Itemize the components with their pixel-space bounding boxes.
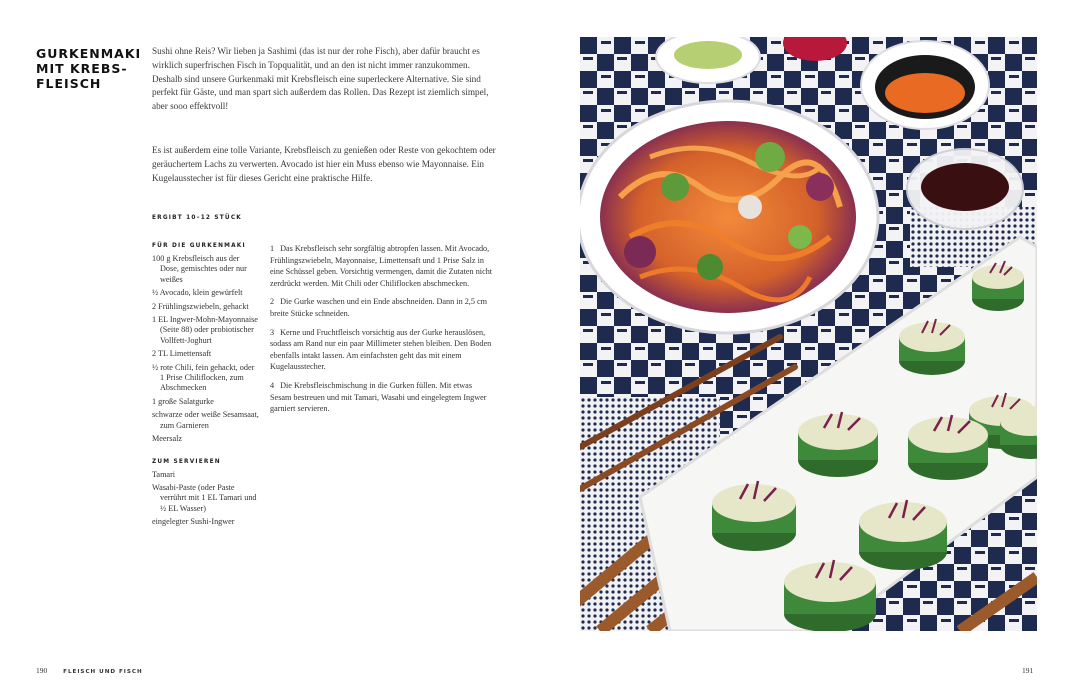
- ingredient-list: [152, 254, 260, 445]
- method-step: [270, 380, 495, 415]
- method-steps: [270, 243, 495, 422]
- recipe-title-line: MIT KREBS-: [36, 61, 128, 76]
- page-number-left: 190: [36, 666, 48, 675]
- intro-paragraph: Es ist außerdem eine tolle Variante, Krebsfleisch zu genießen oder Reste von gekochtem oder geräuchertem Lachs zu verwerten. Avocado ist hier ein Muss ebenso wie Mayonnaise. Ein Kugelausstecher ist für dieses Gericht eine praktische Hilfe.: [152, 145, 496, 183]
- step-text: Das Krebsfleisch sehr sorgfältig abtropfen lassen. Mit Avocado, Frühlingszwiebeln, Mayonnaise, Limettensaft und 1 Prise Salz in eine Schüssel geben. Vorsichtig vermengen, damit die Zutaten nicht zerdrückt werden. Mit Chili oder Chiliflocken abschmecken.: [270, 244, 493, 288]
- method-step: [270, 243, 495, 289]
- section-name: FLEISCH UND FISCH: [63, 669, 143, 675]
- method-step: [270, 296, 495, 319]
- serving-item: Wasabi-Paste (oder Paste verrührt mit 1 EL Tamari und ½ EL Wasser): [152, 482, 257, 513]
- ingredients-heading: FÜR DIE GURKENMAKI: [152, 243, 246, 249]
- serving-item: Tamari: [152, 469, 176, 479]
- yield-label: ERGIBT 10–12 STÜCK: [152, 215, 242, 221]
- ingredient-item: 2 Frühlingszwiebeln, gehackt: [152, 301, 249, 311]
- recipe-title-line: FLEISCH: [36, 76, 102, 91]
- step-text: Die Gurke waschen und ein Ende abschneiden. Dann in 2,5 cm breite Stücke schneiden.: [270, 297, 487, 318]
- step-number: 2: [270, 297, 275, 307]
- serving-item: eingelegter Sushi-Ingwer: [152, 517, 235, 527]
- recipe-title-line: GURKENMAKI: [36, 46, 142, 61]
- footer-left: [36, 666, 143, 675]
- ingredient-item: 1 EL Ingwer-Mohn-Mayonnaise (Seite 88) oder probiotischer Vollfett-Joghurt: [152, 315, 258, 345]
- recipe-title: [36, 46, 141, 91]
- step-text: Die Krebsfleischmischung in die Gurken füllen. Mit etwas Sesam bestreuen und mit Tamari, Wasabi und eingelegtem Ingwer garniert servieren.: [270, 380, 487, 414]
- intro-paragraph: Sushi ohne Reis? Wir lieben ja Sashimi (das ist nur der rohe Fisch), aber dafür braucht es wirklich superfrischen Fisch in Topqualität, und an den ist nicht immer ranzukommen. Deshalb sind unsere Gurkenmaki mit Krebsfleisch eine superleckere Alternative. Sie sind perfekt für Gäste, und man spart sich außerdem das Rollen. Das Rezept ist ziemlich simpel, aber sooo effektvoll!: [152, 46, 489, 112]
- ingredient-item: schwarze oder weiße Sesamsaat, zum Garnieren: [152, 410, 259, 430]
- ingredient-item: Meersalz: [152, 434, 183, 444]
- step-number: 3: [270, 327, 275, 337]
- step-number: 1: [270, 244, 275, 253]
- step-number: 4: [270, 380, 275, 390]
- method-step: [270, 327, 495, 373]
- salad-plate: [580, 101, 878, 333]
- ingredient-item: ½ rote Chili, fein gehackt, oder 1 Prise Chiliflocken, zum Abschmecken: [152, 362, 255, 393]
- ingredient-item: 1 große Salatgurke: [152, 396, 214, 406]
- ingredients-column: [152, 243, 260, 531]
- serving-list: [152, 470, 260, 528]
- ingredient-item: 2 TL Limettensaft: [152, 349, 212, 359]
- food-photo: [580, 37, 1037, 631]
- ingredient-item: ½ Avocado, klein gewürfelt: [152, 288, 243, 298]
- ingredient-item: 100 g Krebsfleisch aus der Dose, gemischtes oder nur weißes: [152, 254, 247, 284]
- serving-heading: ZUM SERVIEREN: [152, 458, 221, 465]
- page-number-right: 191: [1022, 666, 1034, 675]
- step-text: Kerne und Fruchtfleisch vorsichtig aus der Gurke herauslösen, sodass am Rand nur ein paar Millimeter stehen bleiben. Den Boden ebenfalls intakt lassen. Am einfachsten geht das mit einem Kugelausstecher.: [270, 327, 492, 372]
